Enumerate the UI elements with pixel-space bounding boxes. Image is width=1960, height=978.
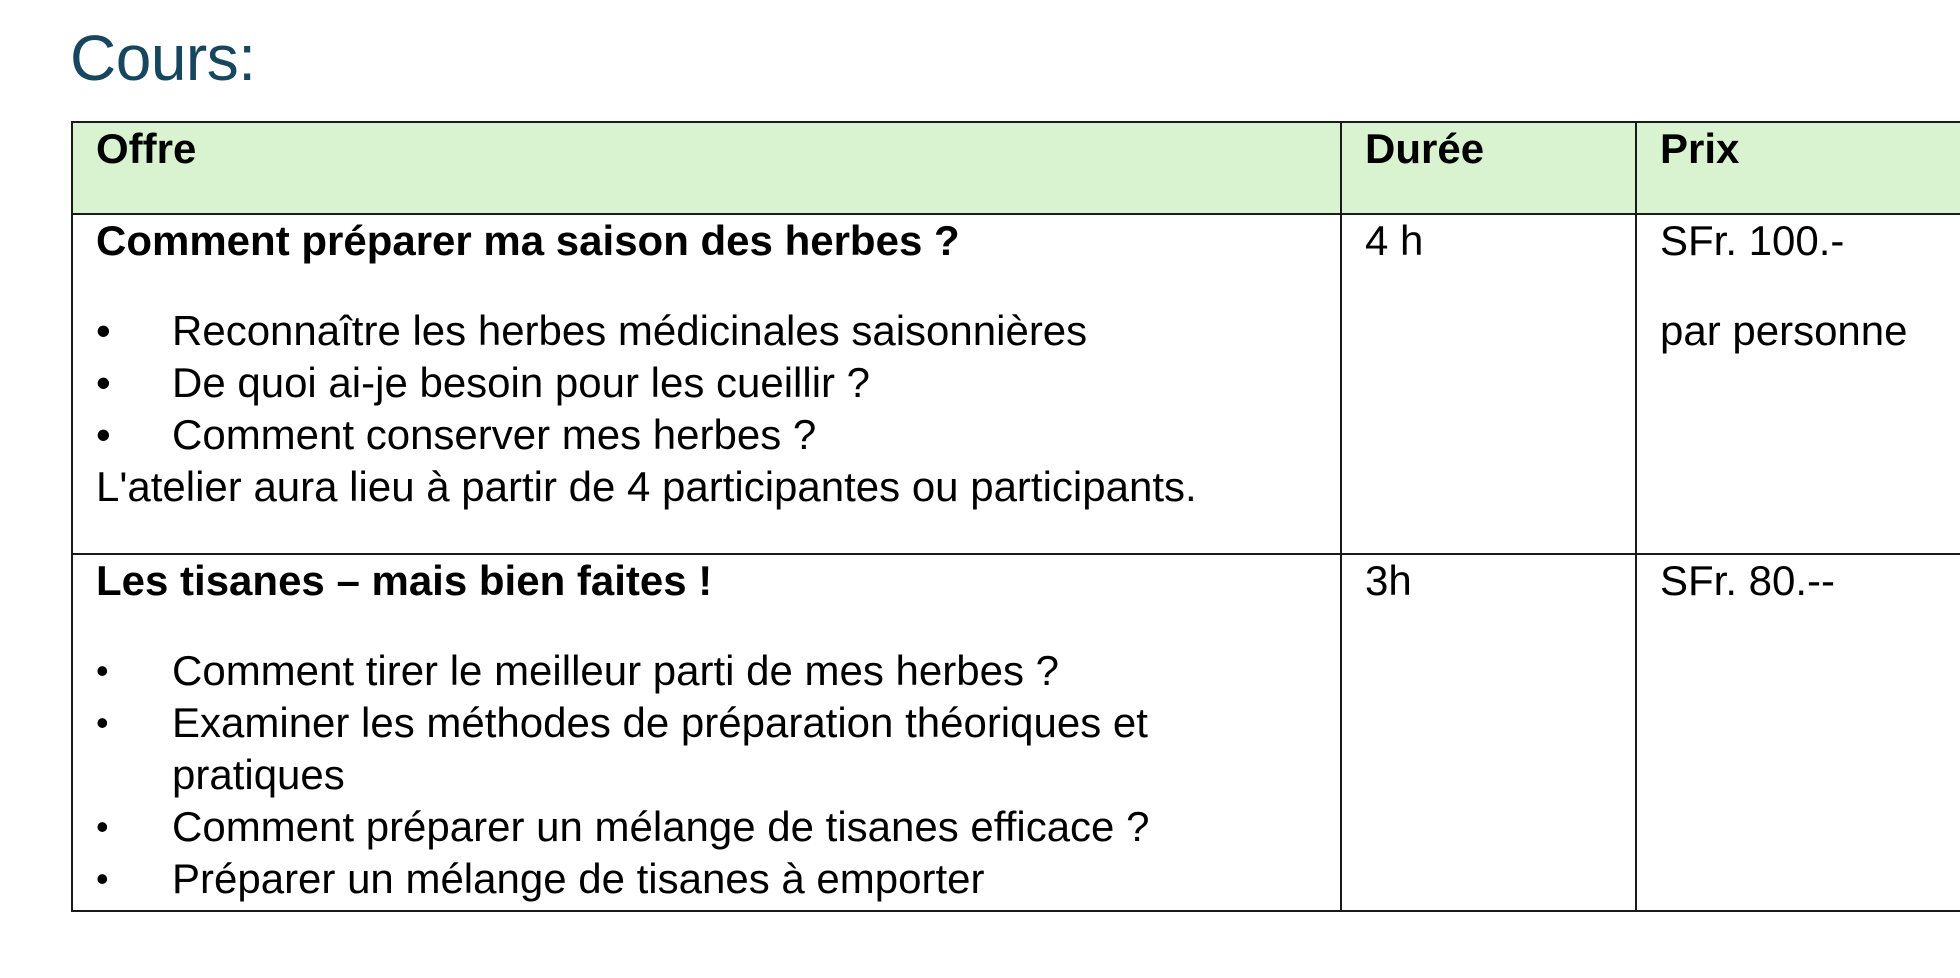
- spacer: [96, 607, 1330, 645]
- column-header-duree: Durée: [1341, 122, 1636, 214]
- column-header-offre: Offre: [72, 122, 1341, 214]
- duree-cell: [1341, 554, 1636, 911]
- header-row: [72, 122, 1960, 214]
- topic-list: [96, 305, 1330, 461]
- topic-text: Reconnaître les herbes médicinales saisonnières: [172, 307, 1088, 354]
- duree-cell: [1341, 214, 1636, 554]
- course-title: Comment préparer ma saison des herbes ?: [96, 217, 960, 264]
- course-note: L'atelier aura lieu à partir de 4 participantes ou participants.: [96, 463, 1197, 510]
- column-header-prix: Prix: [1636, 122, 1960, 214]
- bullet-icon: •: [96, 858, 109, 899]
- list-item: [96, 645, 1330, 697]
- bullet-icon: •: [96, 411, 111, 458]
- list-item: [96, 853, 1330, 905]
- list-item: [96, 801, 1330, 853]
- page-title: Cours:: [70, 22, 256, 94]
- duration-value: 3h: [1365, 557, 1412, 604]
- topic-text: Préparer un mélange de tisanes à emporter: [172, 855, 985, 902]
- price-amount: SFr. 80.--: [1660, 557, 1836, 604]
- list-item: [96, 697, 1330, 801]
- bullet-icon: •: [96, 702, 109, 743]
- spacer: [1660, 267, 1950, 305]
- bullet-icon: •: [96, 806, 109, 847]
- list-item: [96, 409, 1330, 461]
- prix-cell: [1636, 214, 1960, 554]
- table-row: [72, 214, 1960, 554]
- bullet-icon: •: [96, 307, 111, 354]
- offre-cell: [72, 554, 1341, 911]
- course-title: Les tisanes – mais bien faites !: [96, 557, 713, 604]
- bullet-icon: •: [96, 359, 111, 406]
- topic-text: Comment préparer un mélange de tisanes efficace ?: [172, 803, 1150, 850]
- topic-text: Comment conserver mes herbes ?: [172, 411, 817, 458]
- prix-cell: [1636, 554, 1960, 911]
- topic-text: Examiner les méthodes de préparation théoriques et pratiques: [172, 699, 1148, 798]
- table-row: [72, 554, 1960, 911]
- courses-table: [71, 121, 1960, 912]
- topic-text: De quoi ai-je besoin pour les cueillir ?: [172, 359, 871, 406]
- list-item: [96, 357, 1330, 409]
- price-unit: par personne: [1660, 307, 1908, 354]
- topic-text: Comment tirer le meilleur parti de mes herbes ?: [172, 647, 1060, 694]
- price-amount: SFr. 100.-: [1660, 217, 1845, 264]
- spacer: [96, 267, 1330, 305]
- offre-cell: [72, 214, 1341, 554]
- list-item: [96, 305, 1330, 357]
- duration-value: 4 h: [1365, 217, 1424, 264]
- table-header: [72, 122, 1960, 214]
- bullet-icon: •: [96, 650, 109, 691]
- topic-list: [96, 645, 1330, 905]
